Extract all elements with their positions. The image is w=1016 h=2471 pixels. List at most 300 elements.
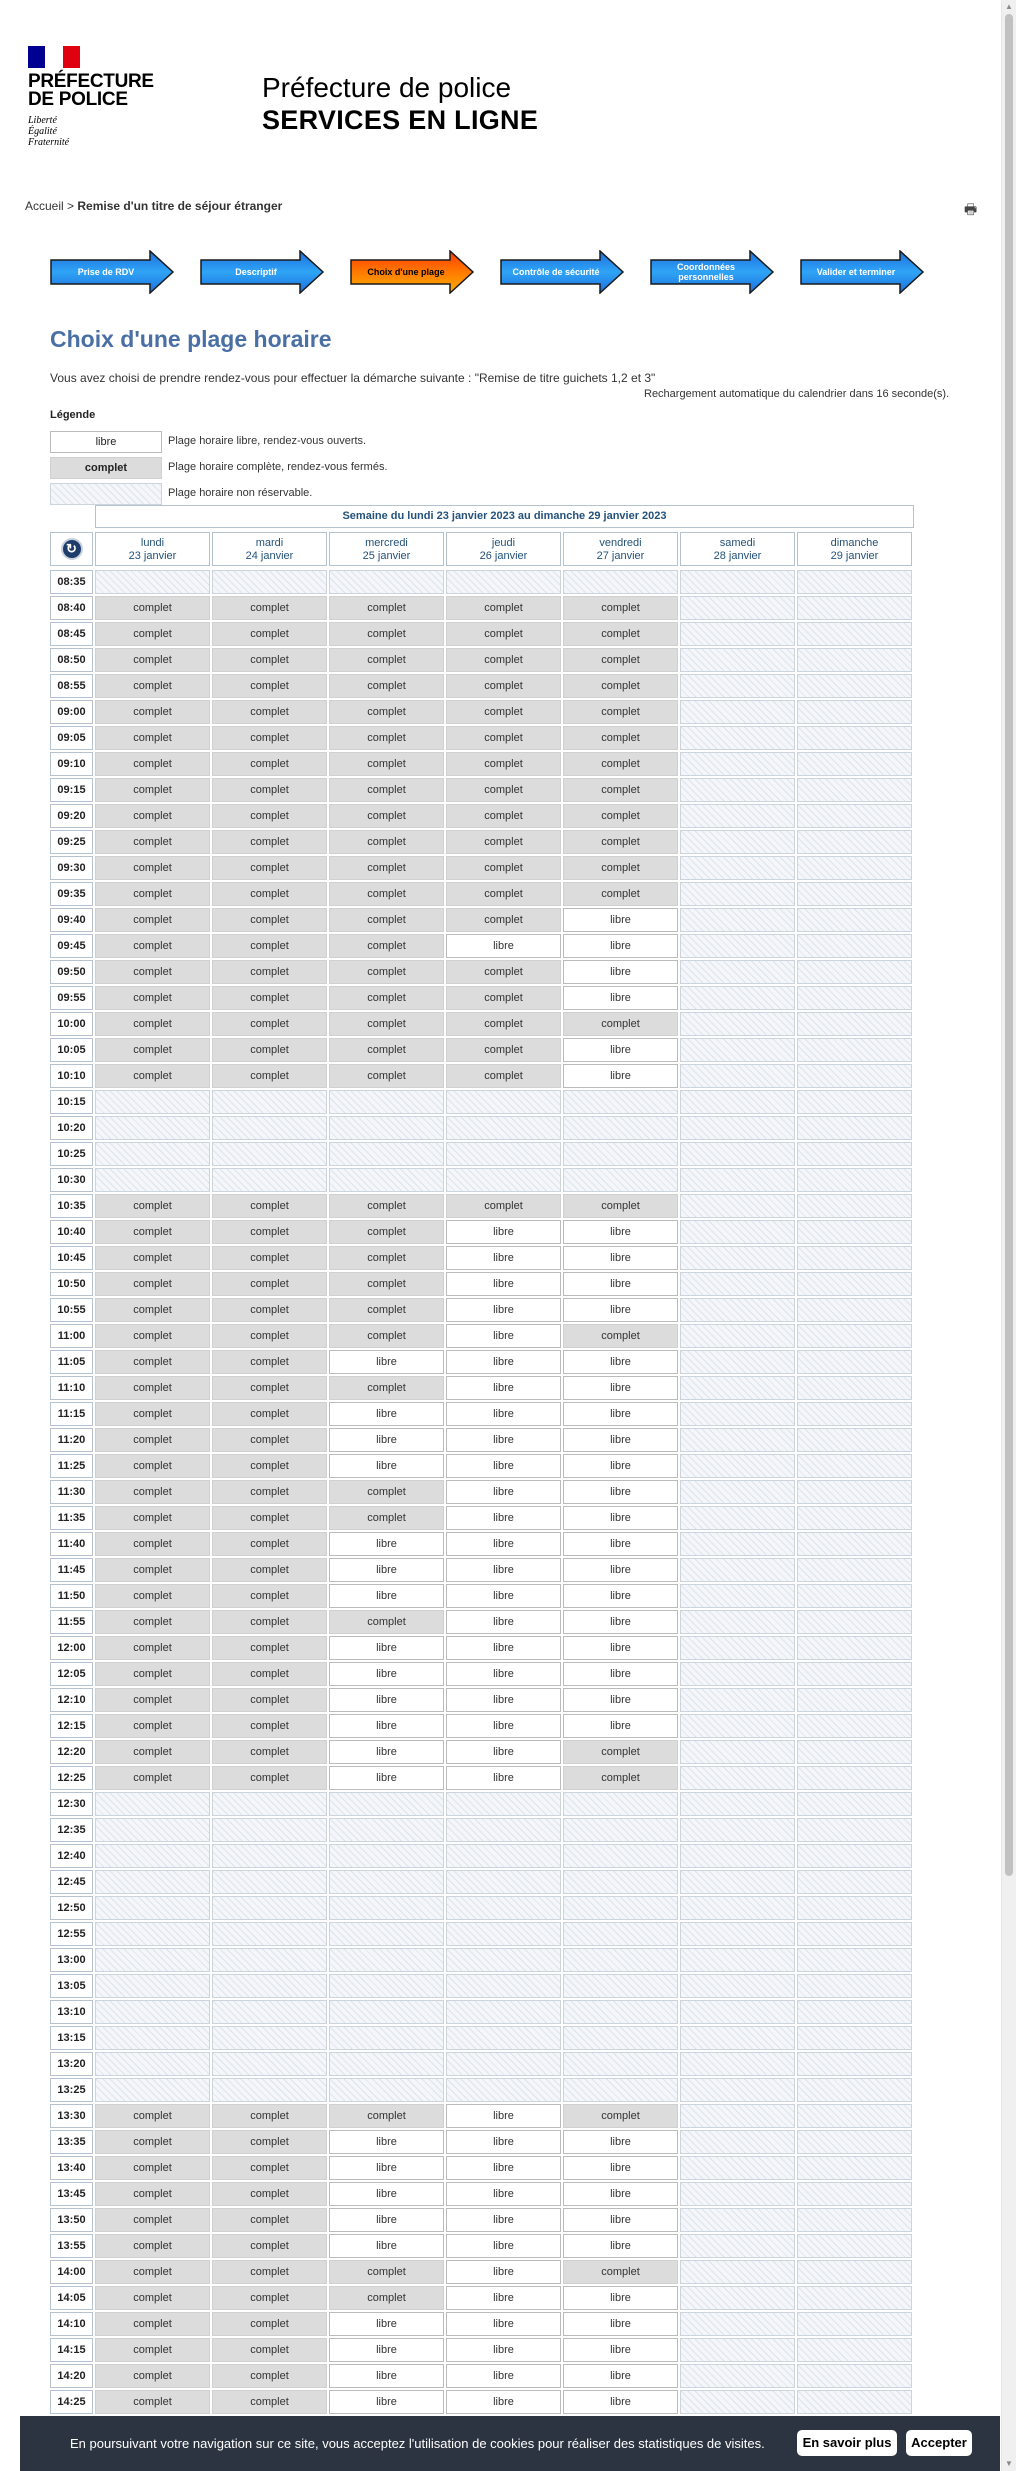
slot-non-reservable bbox=[329, 570, 444, 594]
step-progress bbox=[50, 250, 930, 294]
time-label: 10:05 bbox=[50, 1038, 93, 1062]
step-label: Descriptif bbox=[235, 267, 277, 277]
slot-non-reservable bbox=[797, 882, 912, 906]
slot-libre[interactable]: libre bbox=[446, 1298, 561, 1322]
slot-non-reservable bbox=[680, 986, 795, 1010]
table-row bbox=[50, 1427, 914, 1453]
slot-libre[interactable]: libre bbox=[563, 2156, 678, 2180]
table-row bbox=[50, 647, 914, 673]
scroll-thumb[interactable] bbox=[1005, 14, 1013, 1876]
slot-libre[interactable]: libre bbox=[446, 1688, 561, 1712]
slot-libre[interactable]: libre bbox=[329, 1350, 444, 1374]
slot-non-reservable bbox=[95, 2052, 210, 2076]
slot-non-reservable bbox=[797, 1376, 912, 1400]
slot-libre[interactable]: libre bbox=[446, 934, 561, 958]
slot-non-reservable bbox=[680, 596, 795, 620]
slot-complet: complet bbox=[446, 804, 561, 828]
slot-complet: complet bbox=[212, 1220, 327, 1244]
slot-libre[interactable]: libre bbox=[563, 1246, 678, 1270]
table-row bbox=[50, 1661, 914, 1687]
slot-libre[interactable]: libre bbox=[329, 2390, 444, 2414]
slot-complet: complet bbox=[563, 2104, 678, 2128]
slot-non-reservable bbox=[797, 1922, 912, 1946]
slot-libre[interactable]: libre bbox=[329, 2182, 444, 2206]
table-row bbox=[50, 1453, 914, 1479]
slot-libre[interactable]: libre bbox=[446, 1636, 561, 1660]
day-date: 27 janvier bbox=[596, 550, 645, 562]
print-icon[interactable]: 🖶 bbox=[964, 201, 978, 217]
slot-non-reservable bbox=[797, 700, 912, 724]
slot-libre[interactable]: libre bbox=[446, 1584, 561, 1608]
time-label: 09:45 bbox=[50, 934, 93, 958]
table-row bbox=[50, 1375, 914, 1401]
slot-non-reservable bbox=[797, 726, 912, 750]
slot-non-reservable bbox=[797, 2364, 912, 2388]
table-row bbox=[50, 1791, 914, 1817]
slot-complet: complet bbox=[446, 1038, 561, 1062]
slot-libre[interactable]: libre bbox=[563, 1038, 678, 1062]
calendar-rows bbox=[50, 569, 914, 2441]
breadcrumb-home-link[interactable]: Accueil bbox=[25, 199, 64, 213]
table-row bbox=[50, 1401, 914, 1427]
slot-non-reservable bbox=[797, 2182, 912, 2206]
slot-libre[interactable]: libre bbox=[329, 1584, 444, 1608]
slot-non-reservable bbox=[797, 1584, 912, 1608]
slot-non-reservable bbox=[797, 1818, 912, 1842]
slot-non-reservable bbox=[329, 1870, 444, 1894]
slot-libre[interactable]: libre bbox=[446, 2312, 561, 2336]
slot-libre[interactable]: libre bbox=[446, 2130, 561, 2154]
time-label: 08:40 bbox=[50, 596, 93, 620]
slot-complet: complet bbox=[95, 1610, 210, 1634]
slot-complet: complet bbox=[95, 1584, 210, 1608]
slot-libre[interactable]: libre bbox=[329, 2338, 444, 2362]
table-row bbox=[50, 1557, 914, 1583]
slot-libre[interactable]: libre bbox=[563, 1064, 678, 1088]
slot-libre[interactable]: libre bbox=[563, 2208, 678, 2232]
slot-libre[interactable]: libre bbox=[446, 1350, 561, 1374]
slot-non-reservable bbox=[329, 2026, 444, 2050]
step-label: Choix d'une plage bbox=[367, 267, 445, 277]
slot-libre[interactable]: libre bbox=[446, 1272, 561, 1296]
slot-libre[interactable]: libre bbox=[563, 1428, 678, 1452]
slot-complet: complet bbox=[212, 778, 327, 802]
slot-libre[interactable]: libre bbox=[329, 1688, 444, 1712]
time-label: 11:05 bbox=[50, 1350, 93, 1374]
table-row bbox=[50, 2129, 914, 2155]
slot-non-reservable bbox=[563, 1792, 678, 1816]
slot-non-reservable bbox=[797, 1558, 912, 1582]
slot-non-reservable bbox=[329, 1974, 444, 1998]
slot-complet: complet bbox=[95, 2364, 210, 2388]
day-name: samedi bbox=[719, 537, 756, 549]
slot-non-reservable bbox=[95, 1116, 210, 1140]
time-label: 10:55 bbox=[50, 1298, 93, 1322]
slot-complet: complet bbox=[95, 1298, 210, 1322]
slot-libre[interactable]: libre bbox=[563, 1584, 678, 1608]
slot-libre[interactable]: libre bbox=[446, 1506, 561, 1530]
slot-libre[interactable]: libre bbox=[329, 2364, 444, 2388]
prefecture-logo[interactable] bbox=[28, 46, 154, 148]
slot-libre[interactable]: libre bbox=[446, 2182, 561, 2206]
slot-non-reservable bbox=[680, 1090, 795, 1114]
cookie-more-button[interactable]: En savoir plus bbox=[797, 2430, 897, 2456]
slot-complet: complet bbox=[95, 674, 210, 698]
slot-complet: complet bbox=[329, 882, 444, 906]
slot-non-reservable bbox=[680, 1948, 795, 1972]
cookie-accept-button[interactable]: Accepter bbox=[906, 2430, 972, 2456]
slot-complet: complet bbox=[446, 1194, 561, 1218]
slot-non-reservable bbox=[680, 1428, 795, 1452]
slot-non-reservable bbox=[797, 986, 912, 1010]
slot-non-reservable bbox=[680, 1220, 795, 1244]
slot-libre[interactable]: libre bbox=[446, 1220, 561, 1244]
slot-libre[interactable]: libre bbox=[446, 1532, 561, 1556]
slot-libre[interactable]: libre bbox=[563, 2312, 678, 2336]
slot-complet: complet bbox=[563, 856, 678, 880]
time-label: 12:55 bbox=[50, 1922, 93, 1946]
slot-libre[interactable]: libre bbox=[446, 2260, 561, 2284]
slot-non-reservable bbox=[563, 1116, 678, 1140]
refresh-icon: ↻ bbox=[61, 538, 83, 560]
slot-libre[interactable]: libre bbox=[563, 908, 678, 932]
slot-complet: complet bbox=[95, 2182, 210, 2206]
slot-libre[interactable]: libre bbox=[446, 2286, 561, 2310]
slot-complet: complet bbox=[446, 648, 561, 672]
slot-non-reservable bbox=[680, 1636, 795, 1660]
slot-non-reservable bbox=[797, 804, 912, 828]
slot-non-reservable bbox=[680, 1012, 795, 1036]
slot-complet: complet bbox=[95, 2390, 210, 2414]
step-5 bbox=[650, 250, 775, 294]
slot-non-reservable bbox=[95, 2000, 210, 2024]
slot-libre[interactable]: libre bbox=[329, 2156, 444, 2180]
slot-libre[interactable]: libre bbox=[446, 2104, 561, 2128]
slot-complet: complet bbox=[212, 2182, 327, 2206]
slot-non-reservable bbox=[797, 622, 912, 646]
slot-complet: complet bbox=[329, 2286, 444, 2310]
slot-libre[interactable]: libre bbox=[563, 1454, 678, 1478]
slot-non-reservable bbox=[563, 1090, 678, 1114]
table-row bbox=[50, 1869, 914, 1895]
slot-non-reservable bbox=[212, 1870, 327, 1894]
slot-libre[interactable]: libre bbox=[563, 2390, 678, 2414]
slot-non-reservable bbox=[680, 726, 795, 750]
slot-non-reservable bbox=[680, 2052, 795, 2076]
slot-libre[interactable]: libre bbox=[446, 2208, 561, 2232]
slot-libre[interactable]: libre bbox=[563, 1480, 678, 1504]
slot-libre[interactable]: libre bbox=[446, 1428, 561, 1452]
slot-libre[interactable]: libre bbox=[329, 1532, 444, 1556]
table-row bbox=[50, 1167, 914, 1193]
slot-libre[interactable]: libre bbox=[446, 1558, 561, 1582]
time-label: 08:50 bbox=[50, 648, 93, 672]
slot-non-reservable bbox=[680, 2286, 795, 2310]
slot-non-reservable bbox=[797, 1090, 912, 1114]
slot-complet: complet bbox=[95, 752, 210, 776]
slot-complet: complet bbox=[563, 1012, 678, 1036]
slot-non-reservable bbox=[680, 1532, 795, 1556]
slot-libre[interactable]: libre bbox=[446, 1610, 561, 1634]
slot-non-reservable bbox=[446, 2000, 561, 2024]
slot-libre[interactable]: libre bbox=[329, 2234, 444, 2258]
slot-non-reservable bbox=[329, 1922, 444, 1946]
slot-complet: complet bbox=[212, 752, 327, 776]
slot-libre[interactable]: libre bbox=[446, 2338, 561, 2362]
slot-non-reservable bbox=[680, 1038, 795, 1062]
slot-non-reservable bbox=[680, 1922, 795, 1946]
slot-complet: complet bbox=[95, 1480, 210, 1504]
table-row bbox=[50, 1531, 914, 1557]
legend-swatch-libre: libre bbox=[50, 431, 162, 453]
time-label: 13:15 bbox=[50, 2026, 93, 2050]
slot-complet: complet bbox=[329, 1012, 444, 1036]
slot-complet: complet bbox=[329, 674, 444, 698]
slot-non-reservable bbox=[797, 1740, 912, 1764]
day-date: 26 janvier bbox=[479, 550, 528, 562]
slot-libre[interactable]: libre bbox=[563, 2130, 678, 2154]
scroll-up-arrow-icon[interactable]: ▲ bbox=[1005, 2, 1013, 11]
scroll-down-arrow-icon[interactable]: ▼ bbox=[1005, 2459, 1013, 2468]
slot-complet: complet bbox=[446, 1064, 561, 1088]
slot-non-reservable bbox=[212, 2052, 327, 2076]
slot-libre[interactable]: libre bbox=[563, 1350, 678, 1374]
slot-libre[interactable]: libre bbox=[563, 2234, 678, 2258]
slot-libre[interactable]: libre bbox=[329, 1636, 444, 1660]
slot-complet: complet bbox=[446, 986, 561, 1010]
slot-non-reservable bbox=[563, 2078, 678, 2102]
slot-non-reservable bbox=[95, 570, 210, 594]
slot-non-reservable bbox=[446, 1792, 561, 1816]
table-row bbox=[50, 803, 914, 829]
slot-non-reservable bbox=[797, 830, 912, 854]
slot-complet: complet bbox=[212, 1662, 327, 1686]
slot-libre[interactable]: libre bbox=[446, 1662, 561, 1686]
table-row bbox=[50, 1817, 914, 1843]
slot-complet: complet bbox=[95, 1376, 210, 1400]
time-label: 13:10 bbox=[50, 2000, 93, 2024]
slot-non-reservable bbox=[680, 1740, 795, 1764]
time-label: 10:15 bbox=[50, 1090, 93, 1114]
slot-libre[interactable]: libre bbox=[563, 986, 678, 1010]
slot-libre[interactable]: libre bbox=[329, 2208, 444, 2232]
slot-non-reservable bbox=[563, 1142, 678, 1166]
slot-libre[interactable]: libre bbox=[563, 2286, 678, 2310]
slot-non-reservable bbox=[329, 2078, 444, 2102]
slot-libre[interactable]: libre bbox=[563, 1506, 678, 1530]
site-title: Préfecture de police bbox=[262, 72, 512, 103]
slot-non-reservable bbox=[329, 1844, 444, 1868]
day-header-dimanche bbox=[797, 532, 912, 566]
slot-complet: complet bbox=[329, 1272, 444, 1296]
slot-non-reservable bbox=[797, 1272, 912, 1296]
table-row bbox=[50, 1687, 914, 1713]
slot-non-reservable bbox=[797, 1168, 912, 1192]
slot-non-reservable bbox=[680, 622, 795, 646]
slot-libre[interactable]: libre bbox=[563, 1688, 678, 1712]
time-label: 12:10 bbox=[50, 1688, 93, 1712]
slot-libre[interactable]: libre bbox=[329, 1558, 444, 1582]
slot-libre[interactable]: libre bbox=[329, 1428, 444, 1452]
table-row bbox=[50, 1973, 914, 1999]
slot-libre[interactable]: libre bbox=[329, 1740, 444, 1764]
slot-complet: complet bbox=[95, 1064, 210, 1088]
slot-non-reservable bbox=[797, 1064, 912, 1088]
slot-non-reservable bbox=[680, 1480, 795, 1504]
table-row bbox=[50, 569, 914, 595]
slot-non-reservable bbox=[797, 1298, 912, 1322]
slot-libre[interactable]: libre bbox=[446, 1766, 561, 1790]
slot-non-reservable bbox=[212, 1922, 327, 1946]
slot-non-reservable bbox=[680, 1298, 795, 1322]
slot-libre[interactable]: libre bbox=[563, 2338, 678, 2362]
slot-non-reservable bbox=[329, 1896, 444, 1920]
slot-non-reservable bbox=[95, 1844, 210, 1868]
slot-non-reservable bbox=[797, 1246, 912, 1270]
slot-complet: complet bbox=[329, 1324, 444, 1348]
slot-libre[interactable]: libre bbox=[563, 960, 678, 984]
slot-libre[interactable]: libre bbox=[446, 1740, 561, 1764]
slot-libre[interactable]: libre bbox=[446, 1402, 561, 1426]
slot-non-reservable bbox=[680, 1168, 795, 1192]
time-label: 14:20 bbox=[50, 2364, 93, 2388]
slot-non-reservable bbox=[446, 1142, 561, 1166]
reload-countdown: Rechargement automatique du calendrier dans 16 seconde(s). bbox=[644, 388, 950, 400]
time-label: 08:35 bbox=[50, 570, 93, 594]
slot-non-reservable bbox=[797, 2130, 912, 2154]
slot-libre[interactable]: libre bbox=[563, 2364, 678, 2388]
slot-libre[interactable]: libre bbox=[329, 2130, 444, 2154]
time-label: 13:25 bbox=[50, 2078, 93, 2102]
slot-libre[interactable]: libre bbox=[563, 1272, 678, 1296]
table-row bbox=[50, 959, 914, 985]
table-row bbox=[50, 2337, 914, 2363]
day-header-lundi bbox=[95, 532, 210, 566]
slot-non-reservable bbox=[680, 1688, 795, 1712]
time-label: 14:05 bbox=[50, 2286, 93, 2310]
slot-non-reservable bbox=[797, 908, 912, 932]
slot-complet: complet bbox=[329, 986, 444, 1010]
slot-libre[interactable]: libre bbox=[329, 1402, 444, 1426]
slot-libre[interactable]: libre bbox=[446, 2234, 561, 2258]
day-date: 24 janvier bbox=[245, 550, 294, 562]
slot-complet: complet bbox=[95, 2286, 210, 2310]
time-label: 10:25 bbox=[50, 1142, 93, 1166]
day-header-vendredi bbox=[563, 532, 678, 566]
calendar-refresh-button[interactable] bbox=[50, 532, 93, 566]
slot-libre[interactable]: libre bbox=[446, 2364, 561, 2388]
slot-libre[interactable]: libre bbox=[329, 1454, 444, 1478]
slot-libre[interactable]: libre bbox=[563, 1714, 678, 1738]
slot-complet: complet bbox=[563, 726, 678, 750]
slot-non-reservable bbox=[680, 778, 795, 802]
page-scrollbar[interactable] bbox=[1001, 0, 1016, 2471]
slot-non-reservable bbox=[446, 2078, 561, 2102]
table-row bbox=[50, 673, 914, 699]
slot-libre[interactable]: libre bbox=[329, 1714, 444, 1738]
slot-libre[interactable]: libre bbox=[563, 1220, 678, 1244]
slot-complet: complet bbox=[212, 622, 327, 646]
slot-complet: complet bbox=[212, 1610, 327, 1634]
slot-non-reservable bbox=[680, 1350, 795, 1374]
slot-non-reservable bbox=[329, 1116, 444, 1140]
slot-libre[interactable]: libre bbox=[329, 1766, 444, 1790]
slot-libre[interactable]: libre bbox=[329, 2312, 444, 2336]
time-label: 09:40 bbox=[50, 908, 93, 932]
time-label: 10:20 bbox=[50, 1116, 93, 1140]
slot-non-reservable bbox=[680, 2026, 795, 2050]
slot-libre[interactable]: libre bbox=[446, 1324, 561, 1348]
slot-non-reservable bbox=[797, 1480, 912, 1504]
slot-non-reservable bbox=[797, 1194, 912, 1218]
time-label: 11:50 bbox=[50, 1584, 93, 1608]
time-label: 13:55 bbox=[50, 2234, 93, 2258]
slot-libre[interactable]: libre bbox=[446, 2390, 561, 2414]
slot-non-reservable bbox=[680, 2000, 795, 2024]
time-label: 10:45 bbox=[50, 1246, 93, 1270]
slot-complet: complet bbox=[95, 1402, 210, 1426]
slot-complet: complet bbox=[95, 2156, 210, 2180]
slot-libre[interactable]: libre bbox=[563, 1662, 678, 1686]
time-label: 11:55 bbox=[50, 1610, 93, 1634]
slot-non-reservable bbox=[563, 2026, 678, 2050]
slot-non-reservable bbox=[797, 1324, 912, 1348]
slot-libre[interactable]: libre bbox=[446, 1480, 561, 1504]
slot-libre[interactable]: libre bbox=[563, 1532, 678, 1556]
slot-libre[interactable]: libre bbox=[563, 1610, 678, 1634]
time-label: 12:05 bbox=[50, 1662, 93, 1686]
slot-libre[interactable]: libre bbox=[329, 1662, 444, 1686]
day-date: 28 janvier bbox=[713, 550, 762, 562]
slot-complet: complet bbox=[563, 1766, 678, 1790]
day-header-jeudi bbox=[446, 532, 561, 566]
slot-complet: complet bbox=[329, 2104, 444, 2128]
slot-complet: complet bbox=[95, 908, 210, 932]
slot-libre[interactable]: libre bbox=[446, 1454, 561, 1478]
slot-libre[interactable]: libre bbox=[446, 1376, 561, 1400]
slot-complet: complet bbox=[95, 700, 210, 724]
slot-libre[interactable]: libre bbox=[563, 1636, 678, 1660]
slot-complet: complet bbox=[446, 726, 561, 750]
slot-non-reservable bbox=[797, 2052, 912, 2076]
slot-non-reservable bbox=[680, 2208, 795, 2232]
slot-complet: complet bbox=[212, 2104, 327, 2128]
slot-libre[interactable]: libre bbox=[563, 2182, 678, 2206]
slot-libre[interactable]: libre bbox=[563, 934, 678, 958]
slot-complet: complet bbox=[329, 726, 444, 750]
time-label: 12:35 bbox=[50, 1818, 93, 1842]
slot-libre[interactable]: libre bbox=[563, 1402, 678, 1426]
slot-libre[interactable]: libre bbox=[446, 1246, 561, 1270]
table-row bbox=[50, 1609, 914, 1635]
slot-non-reservable bbox=[797, 2390, 912, 2414]
slot-complet: complet bbox=[446, 700, 561, 724]
slot-libre[interactable]: libre bbox=[563, 1298, 678, 1322]
slot-non-reservable bbox=[680, 1584, 795, 1608]
intro-text: Vous avez choisi de prendre rendez-vous pour effectuer la démarche suivante : "Remise de titre guichets 1,2 et 3" bbox=[50, 371, 656, 385]
slot-libre[interactable]: libre bbox=[563, 1376, 678, 1400]
slot-complet: complet bbox=[446, 596, 561, 620]
slot-libre[interactable]: libre bbox=[446, 1714, 561, 1738]
slot-complet: complet bbox=[329, 1506, 444, 1530]
day-date: 29 janvier bbox=[830, 550, 879, 562]
slot-libre[interactable]: libre bbox=[446, 2156, 561, 2180]
slot-complet: complet bbox=[329, 778, 444, 802]
slot-libre[interactable]: libre bbox=[563, 1558, 678, 1582]
slot-complet: complet bbox=[212, 1714, 327, 1738]
slot-complet: complet bbox=[329, 1246, 444, 1270]
time-label: 09:50 bbox=[50, 960, 93, 984]
